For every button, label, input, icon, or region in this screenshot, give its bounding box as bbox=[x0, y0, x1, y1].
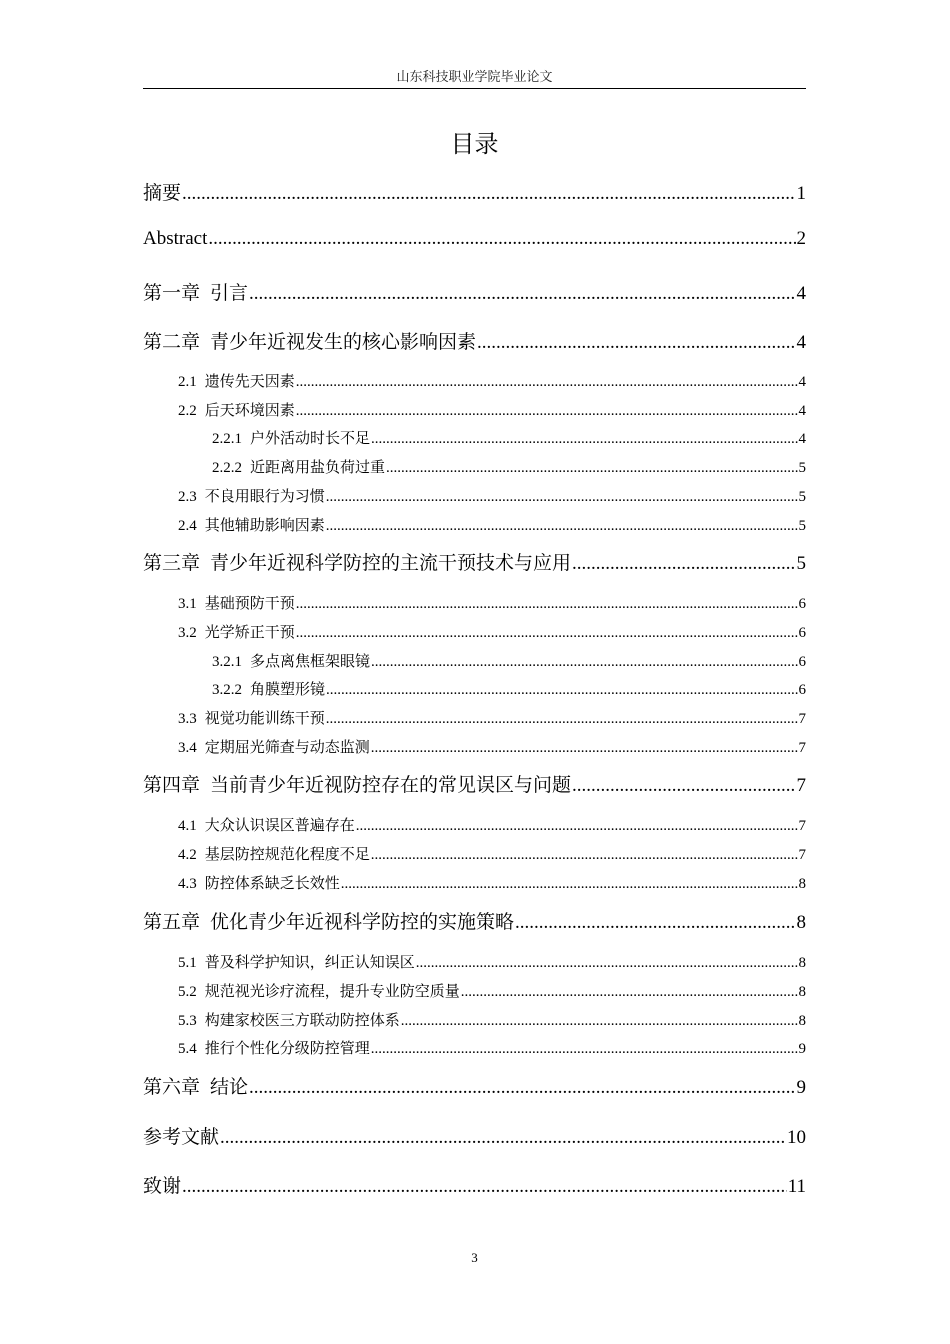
toc-entry-text: 结论 bbox=[210, 1076, 249, 1098]
toc-entry-text: 摘要 bbox=[143, 182, 182, 204]
toc-entry-text: 构建家校医三方联动防控体系 bbox=[204, 1011, 400, 1029]
toc-entry-number: 3.2.2 bbox=[212, 682, 242, 698]
toc-entry-references[interactable] bbox=[143, 1122, 806, 1149]
toc-entry-chapter-5[interactable] bbox=[143, 907, 806, 934]
toc-entry-chapter-2[interactable] bbox=[143, 327, 806, 354]
toc-entry-page: 4 bbox=[798, 374, 806, 390]
toc-leader-dots bbox=[326, 518, 798, 535]
toc-entry-number: 3.2 bbox=[178, 625, 197, 641]
toc-leader-dots bbox=[208, 228, 795, 250]
toc-entry-3-2-2[interactable] bbox=[212, 678, 806, 699]
toc-leader-dots bbox=[296, 374, 798, 391]
toc-leader-dots bbox=[182, 1176, 787, 1198]
toc-entry-page: 6 bbox=[798, 625, 806, 641]
toc-entry-text: Abstract bbox=[143, 228, 208, 249]
toc-entry-number: 2.2.2 bbox=[212, 460, 242, 476]
toc-entry-text: 普及科学护知识，纠正认知误区 bbox=[204, 953, 415, 971]
toc-entry-3-3[interactable] bbox=[178, 707, 806, 728]
toc-leader-dots bbox=[371, 847, 798, 864]
toc-leader-dots bbox=[371, 1041, 798, 1058]
toc-entry-5-2[interactable] bbox=[178, 980, 806, 1001]
toc-entry-text: 当前青少年近视防控存在的常见误区与问题 bbox=[210, 774, 572, 796]
toc-entry-text: 后天环境因素 bbox=[204, 401, 295, 419]
toc-entry-5-1[interactable] bbox=[178, 951, 806, 972]
toc-entry-text: 青少年近视科学防控的主流干预技术与应用 bbox=[210, 552, 572, 574]
toc-entry-number: 第三章 bbox=[143, 552, 201, 574]
toc-entry-number: 第二章 bbox=[143, 331, 201, 353]
toc-entry-text: 基层防控规范化程度不足 bbox=[204, 845, 370, 863]
toc-entry-abstract-en[interactable] bbox=[143, 228, 806, 250]
toc-leader-dots bbox=[296, 625, 798, 642]
toc-entry-2-4[interactable] bbox=[178, 514, 806, 535]
toc-entry-4-3[interactable] bbox=[178, 872, 806, 893]
toc-entry-5-3[interactable] bbox=[178, 1009, 806, 1030]
toc-leader-dots bbox=[515, 912, 795, 934]
toc-leader-dots bbox=[249, 1077, 795, 1099]
toc-entry-number: 2.1 bbox=[178, 374, 197, 390]
toc-entry-acknowledgements[interactable] bbox=[143, 1171, 806, 1198]
toc-leader-dots bbox=[296, 596, 798, 613]
toc-entry-page: 7 bbox=[798, 740, 806, 756]
toc-entry-page: 8 bbox=[796, 912, 806, 933]
toc-entry-page: 7 bbox=[798, 847, 806, 863]
toc-entry-page: 5 bbox=[798, 489, 806, 505]
toc-entry-number: 第一章 bbox=[143, 282, 201, 304]
toc-leader-dots bbox=[296, 403, 798, 420]
toc-entry-number: 3.4 bbox=[178, 740, 197, 756]
toc-entry-number: 第六章 bbox=[143, 1076, 201, 1098]
toc-entry-number: 3.2.1 bbox=[212, 654, 242, 670]
toc-entry-page: 2 bbox=[796, 228, 806, 249]
toc-entry-page: 9 bbox=[798, 1041, 806, 1057]
toc-entry-number: 4.1 bbox=[178, 818, 197, 834]
toc-leader-dots bbox=[220, 1127, 786, 1149]
toc-entry-text: 参考文献 bbox=[143, 1126, 220, 1148]
page-number: 3 bbox=[471, 1250, 478, 1265]
toc-entry-page: 9 bbox=[796, 1077, 806, 1098]
toc-entry-text: 角膜塑形镜 bbox=[250, 680, 326, 698]
toc-entry-number: 4.3 bbox=[178, 876, 197, 892]
toc-entry-3-2-1[interactable] bbox=[212, 650, 806, 671]
toc-leader-dots bbox=[416, 955, 798, 972]
toc-entry-number: 第五章 bbox=[143, 911, 201, 933]
toc-entry-page: 11 bbox=[787, 1176, 806, 1197]
toc-entry-text: 定期屈光筛查与动态监测 bbox=[204, 738, 370, 756]
toc-leader-dots bbox=[386, 460, 797, 477]
toc-leader-dots bbox=[326, 489, 798, 506]
toc-leader-dots bbox=[572, 553, 795, 575]
toc-entry-page: 8 bbox=[798, 1013, 806, 1029]
toc-entry-number: 5.1 bbox=[178, 955, 197, 971]
toc-entry-page: 5 bbox=[798, 460, 806, 476]
toc-entry-text: 近距离用盐负荷过重 bbox=[250, 458, 386, 476]
toc-entry-page: 6 bbox=[798, 682, 806, 698]
toc-entry-number: 2.4 bbox=[178, 518, 197, 534]
toc-entry-page: 5 bbox=[798, 518, 806, 534]
toc-entry-text: 规范视光诊疗流程，提升专业防空质量 bbox=[204, 982, 460, 1000]
toc-entry-text: 户外活动时长不足 bbox=[250, 429, 371, 447]
toc-leader-dots bbox=[401, 1013, 798, 1030]
toc-entry-page: 8 bbox=[798, 984, 806, 1000]
toc-entry-page: 4 bbox=[798, 431, 806, 447]
toc-entry-text: 大众认识误区普遍存在 bbox=[204, 816, 355, 834]
running-header: 山东科技职业学院毕业论文 bbox=[396, 70, 553, 85]
toc-entry-text: 基础预防干预 bbox=[204, 594, 295, 612]
toc-entry-text: 多点离焦框架眼镜 bbox=[250, 652, 371, 670]
toc-leader-dots bbox=[249, 283, 795, 305]
toc-entry-2-2[interactable] bbox=[178, 399, 806, 420]
toc-entry-page: 4 bbox=[796, 332, 806, 353]
toc-entry-number: 3.1 bbox=[178, 596, 197, 612]
toc-entry-number: 第四章 bbox=[143, 774, 201, 796]
toc-entry-page: 6 bbox=[798, 654, 806, 670]
toc-entry-text: 光学矫正干预 bbox=[204, 623, 295, 641]
toc-entry-text: 其他辅助影响因素 bbox=[204, 516, 325, 534]
toc-leader-dots bbox=[371, 431, 797, 448]
toc-entry-page: 1 bbox=[796, 183, 806, 204]
header-rule bbox=[143, 88, 806, 89]
toc-entry-page: 10 bbox=[787, 1127, 806, 1148]
toc-entry-number: 5.3 bbox=[178, 1013, 197, 1029]
toc-entry-page: 8 bbox=[798, 955, 806, 971]
toc-leader-dots bbox=[477, 332, 795, 354]
toc-leader-dots bbox=[182, 183, 795, 205]
toc-entry-3-2[interactable] bbox=[178, 621, 806, 642]
toc-entry-chapter-3[interactable] bbox=[143, 548, 806, 575]
toc-leader-dots bbox=[461, 984, 798, 1001]
toc-entry-text: 推行个性化分级防控管理 bbox=[204, 1039, 370, 1057]
toc-entry-number: 5.4 bbox=[178, 1041, 197, 1057]
toc-entry-text: 引言 bbox=[210, 282, 249, 304]
toc-entry-text: 遗传先天因素 bbox=[204, 372, 295, 390]
toc-entry-page: 7 bbox=[796, 775, 806, 796]
toc-entry-page: 4 bbox=[796, 283, 806, 304]
toc-entry-page: 5 bbox=[796, 553, 806, 574]
toc-entry-5-4[interactable] bbox=[178, 1037, 806, 1058]
toc-entry-number: 4.2 bbox=[178, 847, 197, 863]
toc-entry-chapter-4[interactable] bbox=[143, 770, 806, 797]
toc-entry-page: 4 bbox=[798, 403, 806, 419]
toc-entry-3-1[interactable] bbox=[178, 592, 806, 613]
toc-entry-2-3[interactable] bbox=[178, 485, 806, 506]
toc-entry-page: 8 bbox=[798, 876, 806, 892]
toc-entry-text: 优化青少年近视科学防控的实施策略 bbox=[210, 911, 515, 933]
toc-entry-2-1[interactable] bbox=[178, 370, 806, 391]
toc-leader-dots bbox=[371, 740, 798, 757]
toc-entry-4-2[interactable] bbox=[178, 843, 806, 864]
toc-entry-number: 3.3 bbox=[178, 711, 197, 727]
toc-entry-text: 防控体系缺乏长效性 bbox=[204, 874, 340, 892]
toc-entry-4-1[interactable] bbox=[178, 814, 806, 835]
toc-entry-page: 7 bbox=[798, 711, 806, 727]
toc-entry-chapter-1[interactable] bbox=[143, 278, 806, 305]
toc-entry-number: 2.2 bbox=[178, 403, 197, 419]
toc-title: 目录 bbox=[450, 130, 499, 158]
toc-leader-dots bbox=[326, 711, 798, 728]
toc-leader-dots bbox=[326, 682, 797, 699]
toc-entry-number: 2.3 bbox=[178, 489, 197, 505]
toc-entry-number: 5.2 bbox=[178, 984, 197, 1000]
toc-entry-3-4[interactable] bbox=[178, 736, 806, 757]
toc-entry-2-2-1[interactable] bbox=[212, 427, 806, 448]
toc-entry-text: 致谢 bbox=[143, 1175, 182, 1197]
toc-entry-number: 2.2.1 bbox=[212, 431, 242, 447]
toc-entry-text: 青少年近视发生的核心影响因素 bbox=[210, 331, 477, 353]
toc-entry-page: 6 bbox=[798, 596, 806, 612]
toc-leader-dots bbox=[341, 876, 798, 893]
toc-entry-2-2-2[interactable] bbox=[212, 456, 806, 477]
toc-leader-dots bbox=[356, 818, 798, 835]
toc-entry-abstract-cn[interactable] bbox=[143, 178, 806, 205]
toc-entry-chapter-6[interactable] bbox=[143, 1072, 806, 1099]
toc-entry-text: 视觉功能训练干预 bbox=[204, 709, 325, 727]
toc-entry-text: 不良用眼行为习惯 bbox=[204, 487, 325, 505]
toc-leader-dots bbox=[572, 775, 795, 797]
toc-entry-page: 7 bbox=[798, 818, 806, 834]
toc-leader-dots bbox=[371, 654, 797, 671]
